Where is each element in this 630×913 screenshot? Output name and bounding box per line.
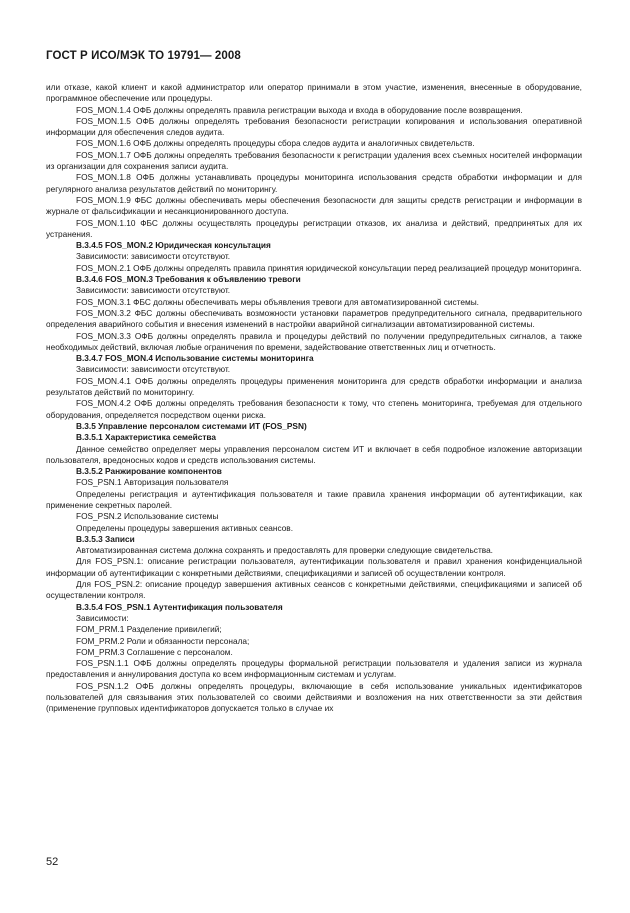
paragraph: Зависимости: [76, 612, 129, 623]
paragraph: FOS_MON.1.4 ОФБ должны определять правила регистрации выхода и входа в оборудование после возвращения. [76, 104, 523, 115]
paragraph: FOS_MON.4.2 ОФБ должны определять требования безопасности к тому, что степень мониторинга, требуемая для отдельного оборудования, определяется посредством оценки риска. [46, 398, 582, 420]
section-heading: В.3.4.5 FOS_MON.2 Юридическая консультация [76, 240, 271, 251]
paragraph: Определены процедуры завершения активных сеансов. [76, 522, 294, 533]
paragraph: FOS_MON.1.10 ФБС должны осуществлять процедуры регистрации отказов, их анализа и действий, предпринятых для их устранения. [46, 217, 582, 239]
section-heading: В.3.4.6 FOS_MON.3 Требования к объявлению тревоги [76, 274, 301, 285]
section-heading: В.3.5.1 Характеристика семейства [76, 432, 216, 443]
section-heading: В.3.5 Управление персоналом системами ИТ (FOS_PSN) [76, 420, 307, 431]
paragraph: FOS_PSN.2 Использование системы [76, 511, 219, 522]
paragraph: Зависимости: зависимости отсутствуют. [76, 251, 231, 262]
paragraph: Для FOS_PSN.2: описание процедур завершения активных сеансов с конкретными действиями, спецификациями и записей об осуществлении контроля. [46, 579, 582, 601]
paragraph: Определены регистрация и аутентификация пользователя и такие правила хранения информации об аутентификации, как применение секретных паролей. [46, 488, 582, 510]
paragraph: FOS_MON.3.3 ОФБ должны определять правила и процедуры действий по получении предупредительных сигналов, а также необходимых действий, включая любые ограничения по времени, задействование ответственных лиц и отчетность. [46, 330, 582, 352]
paragraph: FOM_PRM.2 Роли и обязанности персонала; [76, 635, 250, 646]
section-heading: В.3.5.3 Записи [76, 533, 135, 544]
paragraph: Зависимости: зависимости отсутствуют. [76, 285, 231, 296]
page-number: 52 [46, 856, 59, 868]
paragraph: FOS_MON.1.6 ОФБ должны определять процедуры сбора следов аудита и аналогичных свидетельств. [76, 138, 475, 149]
paragraph: Зависимости: зависимости отсутствуют. [76, 364, 231, 375]
paragraph: FOS_MON.4.1 ОФБ должны определять процедуры применения мониторинга для средств обработки информации и анализа результатов действий по мониторингу. [46, 375, 582, 398]
section-heading: В.3.5.2 Ранжирование компонентов [76, 466, 222, 477]
paragraph: FOS_MON.1.7 ОФБ должны определять требования безопасности к регистрации удаления всех съемных носителей информации из организации для сохранения записи аудита. [46, 149, 582, 172]
paragraph: FOM_PRM.1 Разделение привилегий; [76, 624, 222, 635]
page-header: ГОСТ Р ИСО/МЭК ТО 19791— 2008 [46, 50, 241, 62]
paragraph: FOS_PSN.1.1 ОФБ должны определять процедуры формальной регистрации пользователя и удаления записи из журнала предоставления и аннулирования доступа ко всем информационным системам и услугам. [46, 658, 582, 680]
paragraph: FOS_PSN.1.2 ОФБ должны определять процедуры, включающие в себя использование уникальных идентификаторов пользователей для связывания этих пользователей со своими действиями и возложения на них ответственности за эти действия (применение групповых идентификаторов допускается только в случае их [46, 680, 582, 714]
paragraph: Для FOS_PSN.1: описание регистрации пользователя, аутентификации пользователя и правил хранения конфиденциальной информации об аутентификации с конкретными действиями, спецификациями и записей об осуществлении контроля. [46, 556, 582, 578]
paragraph: или отказе, какой клиент и какой администратор или оператор принимали в этом участие, изменения, внесенные в оборудование, программное обеспечение или процедуры. [46, 82, 582, 104]
paragraph: FOS_MON.1.9 ФБС должны обеспечивать меры обеспечения безопасности для защиты средств регистрации и информации в журнале от фальсификации и несанкционированного доступа. [46, 194, 582, 217]
paragraph: FOS_MON.1.8 ОФБ должны устанавливать процедуры мониторинга использования средств обработки информации и для регулярного анализа результатов действий по мониторингу. [46, 172, 582, 194]
paragraph: FOM_PRM.3 Соглашение с персоналом. [76, 646, 233, 657]
paragraph: Автоматизированная система должна сохранять и предоставлять для проверки следующие свидетельства. [76, 545, 493, 556]
paragraph: FOS_PSN.1 Авторизация пользователя [76, 477, 229, 488]
paragraph: Данное семейство определяет меры управления персоналом систем ИТ и включает в себя подробное изложение авторизации пользователя, вредоносных кодов и средств использования системы. [46, 443, 582, 465]
section-heading: В.3.4.7 FOS_MON.4 Использование системы мониторинга [76, 353, 314, 364]
paragraph: FOS_MON.3.2 ФБС должны обеспечивать возможности установки параметров предупредительного сигнала, предварительного определения аварийного события и внесения изменений в настройки аварийной сигнализации автоматизированной системы. [46, 307, 582, 330]
paragraph: FOS_MON.2.1 ОФБ должны определять правила принятия юридической консультации перед реализацией процедур мониторинга. [76, 262, 582, 273]
section-heading: В.3.5.4 FOS_PSN.1 Аутентификация пользователя [76, 601, 283, 612]
document-body [46, 82, 582, 715]
paragraph: FOS_MON.3.1 ФБС должны обеспечивать меры объявления тревоги для автоматизированной системы. [76, 296, 479, 307]
paragraph: FOS_MON.1.5 ОФБ должны определять требования безопасности регистрации копирования и использования оперативной информации для обеспечения следов аудита. [46, 115, 582, 138]
